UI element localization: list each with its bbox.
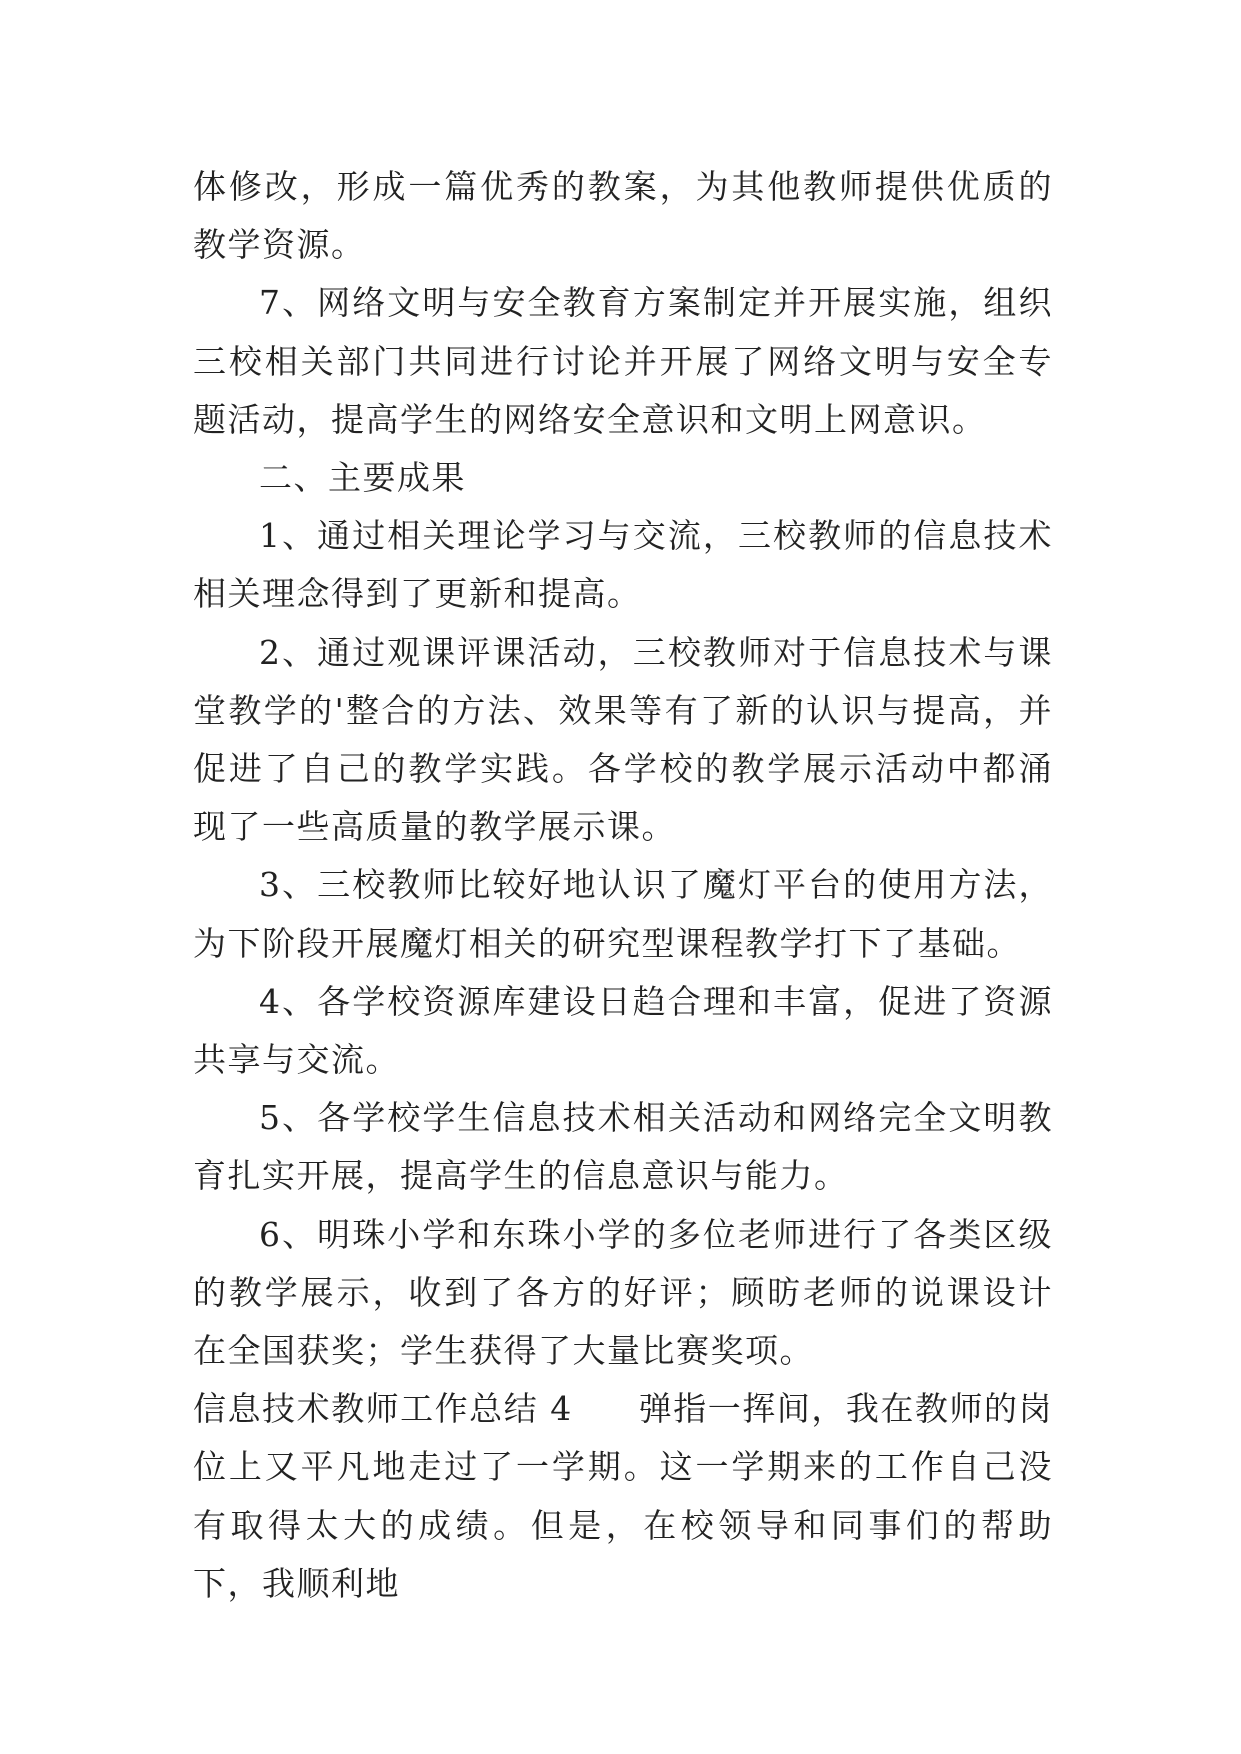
paragraph-result-5: 5、各学校学生信息技术相关活动和网络完全文明教育扎实开展，提高学生的信息意识与能力。 (193, 1098, 1053, 1196)
document-body (193, 158, 1053, 1613)
paragraph-continuation: 体修改，形成一篇优秀的教案，为其他教师提供优质的教学资源。 (193, 167, 1053, 265)
section-intro-text: 弹指一挥间，我在教师的岗位上又平凡地走过了一学期。这一学期来的工作自己没有取得太大的成绩。但是，在校领导和同事们的帮助下，我顺利地 (193, 1389, 1053, 1603)
paragraph-result-1: 1、通过相关理论学习与交流，三校教师的信息技术相关理念得到了更新和提高。 (193, 516, 1053, 614)
paragraph-result-2: 2、通过观课评课活动，三校教师对于信息技术与课堂教学的'整合的方法、效果等有了新的认识与提高，并促进了自己的教学实践。各学校的教学展示活动中都涌现了一些高质量的教学展示课。 (193, 632, 1053, 847)
section-heading-main-results: 二、主要成果 (259, 458, 466, 498)
paragraph-item-7: 7、网络文明与安全教育方案制定并开展实施，组织三校相关部门共同进行讨论并开展了网络文明与安全专题活动，提高学生的网络安全意识和文明上网意识。 (193, 283, 1053, 439)
section-title: 信息技术教师工作总结 4 (193, 1389, 573, 1429)
paragraph-new-section (193, 1380, 1053, 1613)
paragraph-result-3: 3、三校教师比较好地认识了魔灯平台的使用方法，为下阶段开展魔灯相关的研究型课程教学打下了基础。 (193, 865, 1053, 963)
paragraph-result-4: 4、各学校资源库建设日趋合理和丰富，促进了资源共享与交流。 (193, 981, 1053, 1080)
paragraph-result-6: 6、明珠小学和东珠小学的多位老师进行了各类区级的教学展示，收到了各方的好评；顾昉老师的说课设计在全国获奖；学生获得了大量比赛奖项。 (193, 1214, 1053, 1371)
